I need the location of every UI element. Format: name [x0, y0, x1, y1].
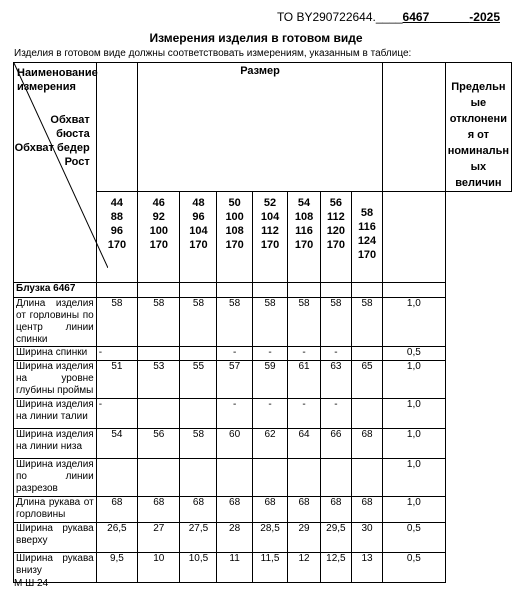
corner-measure-name: Наименование измерения	[17, 67, 98, 93]
doc-number-gap: ______	[429, 10, 470, 24]
measure-value: -	[96, 347, 137, 361]
doc-number-code: 6467	[402, 10, 430, 24]
corner-size-dims: Обхват бюста Обхват бедер Рост	[14, 114, 90, 168]
doc-number	[277, 10, 500, 24]
tolerance-value: 1,0	[382, 399, 445, 429]
measure-value	[138, 399, 180, 429]
measure-value: 58	[288, 298, 320, 347]
size-column-header: 56 112 120 170	[320, 192, 351, 283]
blank-cell	[382, 192, 445, 283]
measure-value: 29	[288, 523, 320, 553]
measure-value: 51	[96, 361, 137, 399]
measure-label: Длина рукава от горловины	[14, 497, 97, 523]
table-row	[14, 553, 512, 583]
table-row	[14, 523, 512, 553]
measure-value: 58	[320, 298, 351, 347]
size-column-header: 58 116 124 170	[352, 192, 383, 283]
table-row	[14, 429, 512, 459]
doc-number-prefix: ТО BY290722644.____	[276, 10, 403, 24]
measure-value: 58	[96, 298, 137, 347]
measure-value: 13	[352, 553, 383, 583]
measure-value	[217, 459, 252, 497]
measure-value	[352, 399, 383, 429]
measure-value: 68	[96, 497, 137, 523]
doc-number-year: -2025	[469, 10, 500, 24]
measure-value	[96, 459, 137, 497]
measure-value: 58	[180, 429, 217, 459]
measure-value: 59	[252, 361, 288, 399]
measure-value: 29,5	[320, 523, 351, 553]
tolerance-value: 1,0	[382, 497, 445, 523]
table-row	[14, 298, 512, 347]
measure-value: 10,5	[180, 553, 217, 583]
measure-value: -	[217, 347, 252, 361]
tolerance-value: 1,0	[382, 361, 445, 399]
measure-value: 63	[320, 361, 351, 399]
measure-value: 58	[138, 298, 180, 347]
measure-value: 27	[138, 523, 180, 553]
measure-value: 55	[180, 361, 217, 399]
size-column-header: 52 104 112 170	[252, 192, 288, 283]
measure-value: 28,5	[252, 523, 288, 553]
measure-value: 66	[320, 429, 351, 459]
measure-value: 27,5	[180, 523, 217, 553]
measure-value: 58	[352, 298, 383, 347]
measure-value: 58	[180, 298, 217, 347]
measure-value: -	[96, 399, 137, 429]
measure-value	[352, 347, 383, 361]
table-row	[14, 347, 512, 361]
measure-value: 56	[138, 429, 180, 459]
measure-label: Ширина изделия на линии талии	[14, 399, 97, 429]
table-row	[14, 497, 512, 523]
measure-value: 68	[252, 497, 288, 523]
tolerance-value: 0,5	[382, 347, 445, 361]
tolerance-value: 0,5	[382, 523, 445, 553]
size-header: Размер	[138, 63, 383, 192]
measure-value: 12,5	[320, 553, 351, 583]
table-row	[14, 361, 512, 399]
corner-header-cell	[14, 63, 97, 283]
measure-value: 9,5	[96, 553, 137, 583]
measure-value	[180, 459, 217, 497]
page-title: Измерения изделия в готовом виде	[149, 31, 363, 45]
measure-value: 12	[288, 553, 320, 583]
measure-value: -	[252, 399, 288, 429]
measure-value: 26,5	[96, 523, 137, 553]
size-column-header: 54 108 116 170	[288, 192, 320, 283]
measure-value: 11,5	[252, 553, 288, 583]
measure-label: Ширина изделия по линии разрезов	[14, 459, 97, 497]
measure-label: Ширина изделия на уровне глубины проймы	[14, 361, 97, 399]
measure-value: -	[252, 347, 288, 361]
measure-value	[288, 459, 320, 497]
measure-value: -	[320, 399, 351, 429]
size-column-header: 50 100 108 170	[217, 192, 252, 283]
measure-value: 54	[96, 429, 137, 459]
measure-value: 58	[252, 298, 288, 347]
size-column-header: 46 92 100 170	[138, 192, 180, 283]
measure-value: -	[288, 399, 320, 429]
measure-value: -	[288, 347, 320, 361]
measure-value	[180, 399, 217, 429]
measure-value	[180, 347, 217, 361]
measure-label: Ширина спинки	[14, 347, 97, 361]
footnote: М Ш 24	[14, 578, 49, 589]
measure-value	[138, 459, 180, 497]
tolerance-value: 0,5	[382, 553, 445, 583]
size-column-header: 48 96 104 170	[180, 192, 217, 283]
measure-value: 68	[320, 497, 351, 523]
intro-text: Изделия в готовом виде должны соответствовать измерениям, указанным в таблице:	[14, 48, 412, 59]
measure-value: 57	[217, 361, 252, 399]
measure-value: 58	[217, 298, 252, 347]
table-row	[14, 399, 512, 429]
measure-value: 28	[217, 523, 252, 553]
tolerance-value: 1,0	[382, 429, 445, 459]
measure-label: Ширина изделия на линии низа	[14, 429, 97, 459]
measure-value: 64	[288, 429, 320, 459]
section-title: Блузка 6467	[14, 283, 97, 298]
measure-value: 30	[352, 523, 383, 553]
measure-value: -	[217, 399, 252, 429]
measure-label: Ширина рукава внизу	[14, 553, 97, 583]
section-row	[14, 283, 512, 298]
measure-value: 60	[217, 429, 252, 459]
size-column-header: 44 88 96 170	[96, 192, 137, 283]
tolerance-value: 1,0	[382, 459, 445, 497]
measure-value: 68	[288, 497, 320, 523]
measure-label: Длина изделия от горловины по центр линии спинки	[14, 298, 97, 347]
measure-value: 68	[352, 429, 383, 459]
measure-label: Ширина рукава вверху	[14, 523, 97, 553]
measure-value: 10	[138, 553, 180, 583]
measure-value: 62	[252, 429, 288, 459]
measurements-table	[13, 62, 512, 583]
measure-value	[352, 459, 383, 497]
measure-value: 68	[138, 497, 180, 523]
measure-value: 11	[217, 553, 252, 583]
measure-value	[320, 459, 351, 497]
blank-cell	[382, 63, 445, 192]
measure-value: 53	[138, 361, 180, 399]
measure-value: 65	[352, 361, 383, 399]
table-row	[14, 459, 512, 497]
tolerance-header: Предельн ые отклонени я от номинальн ых величин	[445, 63, 511, 192]
measure-value: 68	[352, 497, 383, 523]
measure-value: 61	[288, 361, 320, 399]
tolerance-value: 1,0	[382, 298, 445, 347]
measure-value: 68	[180, 497, 217, 523]
measure-value: 68	[217, 497, 252, 523]
measure-value: -	[320, 347, 351, 361]
measure-value	[138, 347, 180, 361]
measure-value	[252, 459, 288, 497]
